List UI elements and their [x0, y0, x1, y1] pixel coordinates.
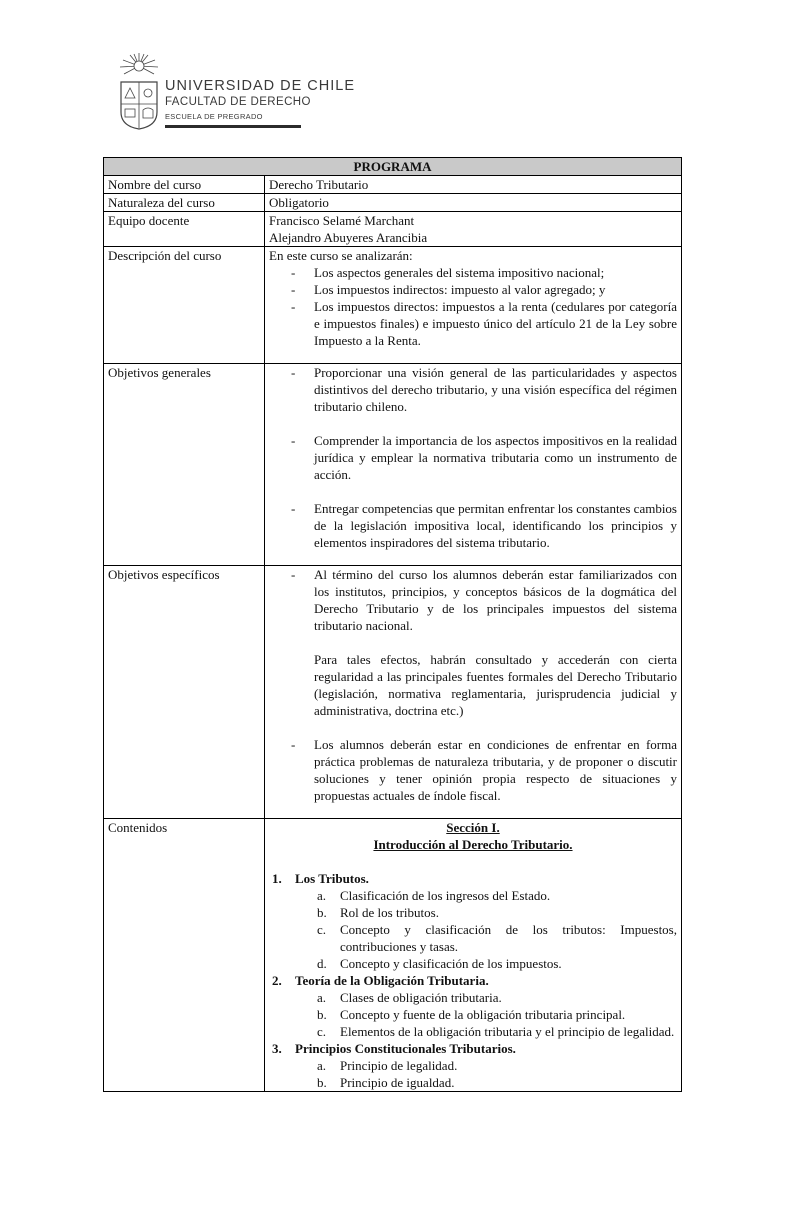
row-label: Objetivos específicos	[104, 566, 265, 819]
course-name: Derecho Tributario	[265, 176, 682, 194]
list-item: - Los aspectos generales del sistema impositivo nacional;	[269, 264, 677, 281]
topic-number: 3.	[272, 1041, 282, 1056]
topics-list	[269, 870, 677, 1091]
row-descripcion	[104, 247, 682, 364]
subtopic-text: Concepto y clasificación de los impuestos.	[340, 956, 562, 971]
list-item: - Comprender la importancia de los aspectos impositivos en la realidad jurídica y emplear la normativa tributaria como un instrumento de acción.	[269, 432, 677, 483]
subtopics-list	[295, 887, 677, 972]
row-label: Contenidos	[104, 819, 265, 1092]
topic-item	[269, 1040, 677, 1091]
row-label: Nombre del curso	[104, 176, 265, 194]
description-list	[269, 264, 677, 349]
topic-item	[269, 972, 677, 1040]
objectives-list	[269, 736, 677, 804]
topic-title: Teoría de la Obligación Tributaria.	[295, 973, 489, 988]
subtopic-letter: b.	[317, 1007, 327, 1022]
row-nombre	[104, 176, 682, 194]
row-contenidos	[104, 819, 682, 1092]
subtopic-text: Concepto y clasificación de los tributos: Impuestos, contribuciones y tasas.	[340, 922, 677, 954]
subtopic-letter: a.	[317, 1058, 327, 1073]
subtopic-text: Principio de legalidad.	[340, 1058, 458, 1073]
subtopic-text: Elementos de la obligación tributaria y el principio de legalidad.	[340, 1024, 675, 1039]
teaching-team	[265, 212, 682, 247]
contents	[265, 819, 682, 1092]
subtopic-item	[295, 1074, 677, 1091]
table-header-row	[104, 158, 682, 176]
section-number: Sección I.	[446, 820, 500, 835]
subtopic-item	[295, 1057, 677, 1074]
subtopic-letter: b.	[317, 1075, 327, 1090]
list-item: - Entregar competencias que permitan enfrentar los constantes cambios de la legislación impositiva local, identificando los principios y elementos inspiradores del sistema tributario.	[269, 500, 677, 551]
topic-title: Los Tributos.	[295, 871, 369, 886]
topic-title: Principios Constitucionales Tributarios.	[295, 1041, 516, 1056]
subtopic-text: Clases de obligación tributaria.	[340, 990, 502, 1005]
subtopic-text: Concepto y fuente de la obligación tributaria principal.	[340, 1007, 626, 1022]
university-seal-logo	[117, 52, 161, 130]
subtopic-text: Rol de los tributos.	[340, 905, 439, 920]
subtopic-item	[295, 955, 677, 972]
team-member: Alejandro Abuyeres Arancibia	[269, 230, 428, 245]
subtopic-letter: a.	[317, 990, 327, 1005]
subtopic-item	[295, 1023, 677, 1040]
row-equipo	[104, 212, 682, 247]
school-name: ESCUELA DE PREGRADO	[165, 112, 263, 121]
objectives-paragraph: Para tales efectos, habrán consultado y accederán con cierta regularidad a las principales fuentes formales del Derecho Tributario (legislación, normativa reglamentaria, jurisprudencia judicial y administrativa, doctrina etc.)	[314, 652, 677, 718]
description-intro: En este curso se analizarán:	[269, 248, 413, 263]
program-table	[103, 157, 682, 1092]
subtopic-letter: c.	[317, 1024, 327, 1039]
table-title: PROGRAMA	[104, 158, 682, 176]
subtopic-item	[295, 1006, 677, 1023]
row-label: Equipo docente	[104, 212, 265, 247]
team-member: Francisco Selamé Marchant	[269, 213, 415, 228]
topic-number: 1.	[272, 871, 282, 886]
university-header	[117, 52, 377, 132]
course-nature: Obligatorio	[265, 194, 682, 212]
header-rule	[165, 125, 301, 128]
topic-number: 2.	[272, 973, 282, 988]
subtopic-letter: d.	[317, 956, 327, 971]
subtopic-letter: a.	[317, 888, 327, 903]
list-item: - Al término del curso los alumnos deberán estar familiarizados con los institutos, principios, y conceptos básicos de la dogmática del Derecho Tributario y de los principales impuestos del sistema tributario nacional.	[269, 566, 677, 634]
objectives-list	[269, 364, 677, 551]
list-item: - Los impuestos directos: impuestos a la renta (cedulares por categoría e impuestos finales) e impuesto único del artículo 21 de la Ley sobre Impuesto a la Renta.	[269, 298, 677, 349]
specific-objectives	[265, 566, 682, 819]
topic-item	[269, 870, 677, 972]
subtopic-item	[295, 989, 677, 1006]
list-item: - Los impuestos indirectos: impuesto al valor agregado; y	[269, 281, 677, 298]
row-naturaleza	[104, 194, 682, 212]
subtopic-text: Clasificación de los ingresos del Estado.	[340, 888, 551, 903]
row-label: Objetivos generales	[104, 364, 265, 566]
subtopic-letter: b.	[317, 905, 327, 920]
row-objetivos-especificos	[104, 566, 682, 819]
subtopics-list	[295, 1057, 677, 1091]
row-label: Descripción del curso	[104, 247, 265, 364]
subtopic-item	[295, 921, 677, 955]
subtopic-item	[295, 887, 677, 904]
row-objetivos-generales	[104, 364, 682, 566]
section-title: Introducción al Derecho Tributario.	[373, 837, 573, 852]
university-name: UNIVERSIDAD DE CHILE	[165, 78, 356, 94]
course-description	[265, 247, 682, 364]
subtopic-letter: c.	[317, 922, 327, 937]
list-item: - Los alumnos deberán estar en condiciones de enfrentar en forma práctica problemas de naturaleza tributaria, y de proponer o discutir soluciones y tener opinión propia respecto de situaciones y propuestas actuales de índole fiscal.	[269, 736, 677, 804]
faculty-name: FACULTAD DE DERECHO	[165, 96, 311, 108]
row-label: Naturaleza del curso	[104, 194, 265, 212]
subtopics-list	[295, 989, 677, 1040]
general-objectives	[265, 364, 682, 566]
objectives-list	[269, 566, 677, 634]
list-item: - Proporcionar una visión general de las particularidades y aspectos distintivos del derecho tributario, y una visión específica del régimen tributario chileno.	[269, 364, 677, 415]
subtopic-item	[295, 904, 677, 921]
subtopic-text: Principio de igualdad.	[340, 1075, 455, 1090]
